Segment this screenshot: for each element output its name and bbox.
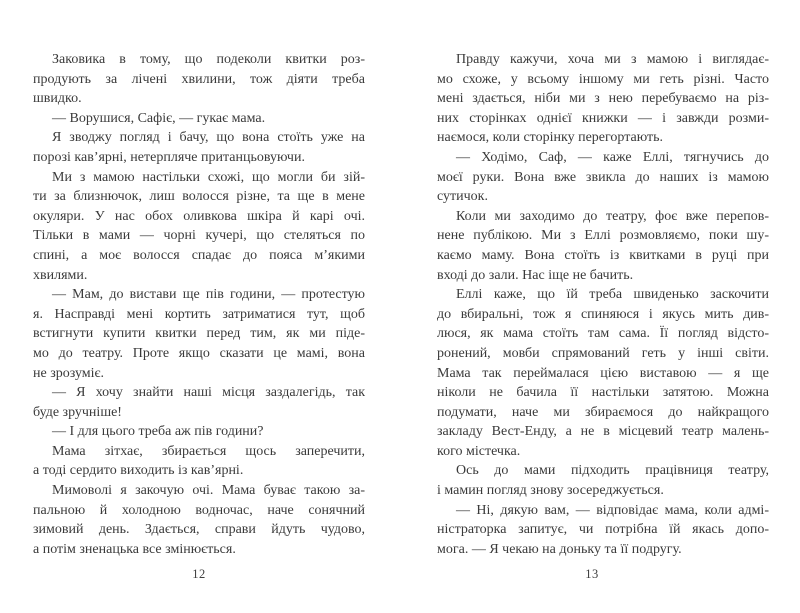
- text-line: а тоді сердито виходить із кав’ярні.: [33, 463, 244, 479]
- text-line: не зрозуміє.: [33, 365, 105, 381]
- text-line: сутичок.: [437, 189, 488, 205]
- page-right-text: [437, 50, 769, 559]
- text-line: Заковика в тому, що подеколи квитки роз-: [52, 52, 365, 67]
- text-line: продують за лічені хвилини, тож діяти треба: [33, 71, 365, 87]
- text-line: Ми з мамою настільки схожі, що могли би зій-: [52, 169, 365, 185]
- text-line: каємо маму. Вона стоїть із квитками в руці при: [437, 247, 769, 263]
- text-line: подумати, наче ми збираємося до найкращого: [437, 404, 769, 420]
- page-left: [33, 50, 365, 595]
- text-line: — Мам, до вистави ще пів години, — протестую: [52, 287, 365, 303]
- text-line: ронений, мовби спрямований геть у інші світи.: [437, 345, 769, 361]
- text-line: хвилями.: [33, 267, 88, 283]
- text-line: Мама зітхає, збирається щось заперечити,: [52, 443, 365, 459]
- text-line: — І для цього треба аж пів години?: [52, 424, 264, 440]
- text-line: і мамин погляд знову зосереджується.: [437, 483, 664, 499]
- text-line: окуляри. У нас обох оливкова шкіра й карі очі.: [33, 208, 365, 224]
- page-number-right: 13: [585, 567, 599, 581]
- text-line: — Ворушися, Сафіє, — гукає мама.: [52, 110, 266, 126]
- text-line: мо схоже, у всьому іншому ми геть різні. Часто: [437, 71, 769, 87]
- text-line: мені здається, ніби ми з нею перебуваємо на різ-: [437, 91, 769, 107]
- page-number-left: 12: [192, 567, 206, 581]
- text-line: моєї руки. Вона вже звикла до наших із мамою: [437, 169, 769, 185]
- page-left-text: [33, 50, 365, 559]
- text-line: до вбиральні, тож я спиняюся і якусь мить див-: [437, 306, 769, 322]
- text-line: нене публікою. Ми з Еллі розмовляємо, поки шу-: [437, 228, 769, 244]
- text-line: ти за близнючок, лиш волосся різне, та ще в мене: [33, 189, 365, 205]
- text-line: встигнути купити квитки перед тим, як ми піде-: [33, 326, 365, 342]
- text-line: Еллі каже, що їй треба швиденько заскочити: [456, 287, 769, 303]
- text-line: я. Насправді мені кортить затриматися тут, щоб: [33, 306, 365, 322]
- text-line: Я зводжу погляд і бачу, що вона стоїть уже на: [52, 130, 365, 146]
- text-line: них сторінках однієї книжки — і завжди розми-: [437, 110, 769, 126]
- text-line: а потім зненацька все змінюється.: [33, 541, 236, 557]
- text-line: Тільки в мами — чорні кучері, що стеляться по: [33, 228, 365, 244]
- text-line: ніколи не бачила її настільки затятою. Можна: [437, 385, 769, 401]
- text-line: кого містечка.: [437, 443, 521, 459]
- text-line: Мимоволі я закочую очі. Мама буває такою за-: [52, 483, 365, 499]
- text-line: Ось до мами підходить працівниця театру,: [456, 463, 769, 479]
- text-line: ністраторка запитує, чи потрібна їй якась допо-: [437, 522, 769, 538]
- text-line: мо до театру. Проте якщо сказати це мамі, вона: [33, 345, 365, 361]
- text-line: буде зручніше!: [33, 404, 122, 420]
- text-line: — Ходімо, Саф, — каже Еллі, тягнучись до: [456, 149, 769, 165]
- text-line: Правду кажучи, хоча ми з мамою і виглядає-: [456, 52, 769, 67]
- text-line: пальною й холодною водночас, наче сонячний: [33, 502, 365, 518]
- text-line: спині, а моє волосся спадає до пояса м’якими: [33, 247, 365, 263]
- text-line: порозі кав’ярні, нетерпляче пританцьовуючи.: [33, 149, 305, 165]
- text-line: Коли ми заходимо до театру, фоє вже перепов-: [456, 208, 769, 224]
- text-line: Мама так переймалася цією виставою — я ще: [437, 365, 769, 381]
- text-line: мога. — Я чекаю на доньку та її подругу.: [437, 541, 682, 557]
- text-line: закладу Вест-Енду, а не в місцевий театр малень-: [437, 424, 769, 440]
- text-line: — Ні, дякую вам, — відповідає мама, коли адмі-: [456, 502, 769, 518]
- page-right: [437, 50, 769, 595]
- text-line: вході до зали. Нас іще не бачить.: [437, 267, 634, 283]
- text-line: зимовий день. Здається, справи йдуть чудово,: [33, 522, 365, 538]
- text-line: наємося, коли сторінку перегортають.: [437, 130, 664, 146]
- text-line: швидко.: [33, 91, 82, 107]
- text-line: люся, як мама стоїть там сама. Її погляд відсто-: [437, 326, 769, 342]
- text-line: — Я хочу знайти наші місця заздалегідь, так: [52, 385, 365, 401]
